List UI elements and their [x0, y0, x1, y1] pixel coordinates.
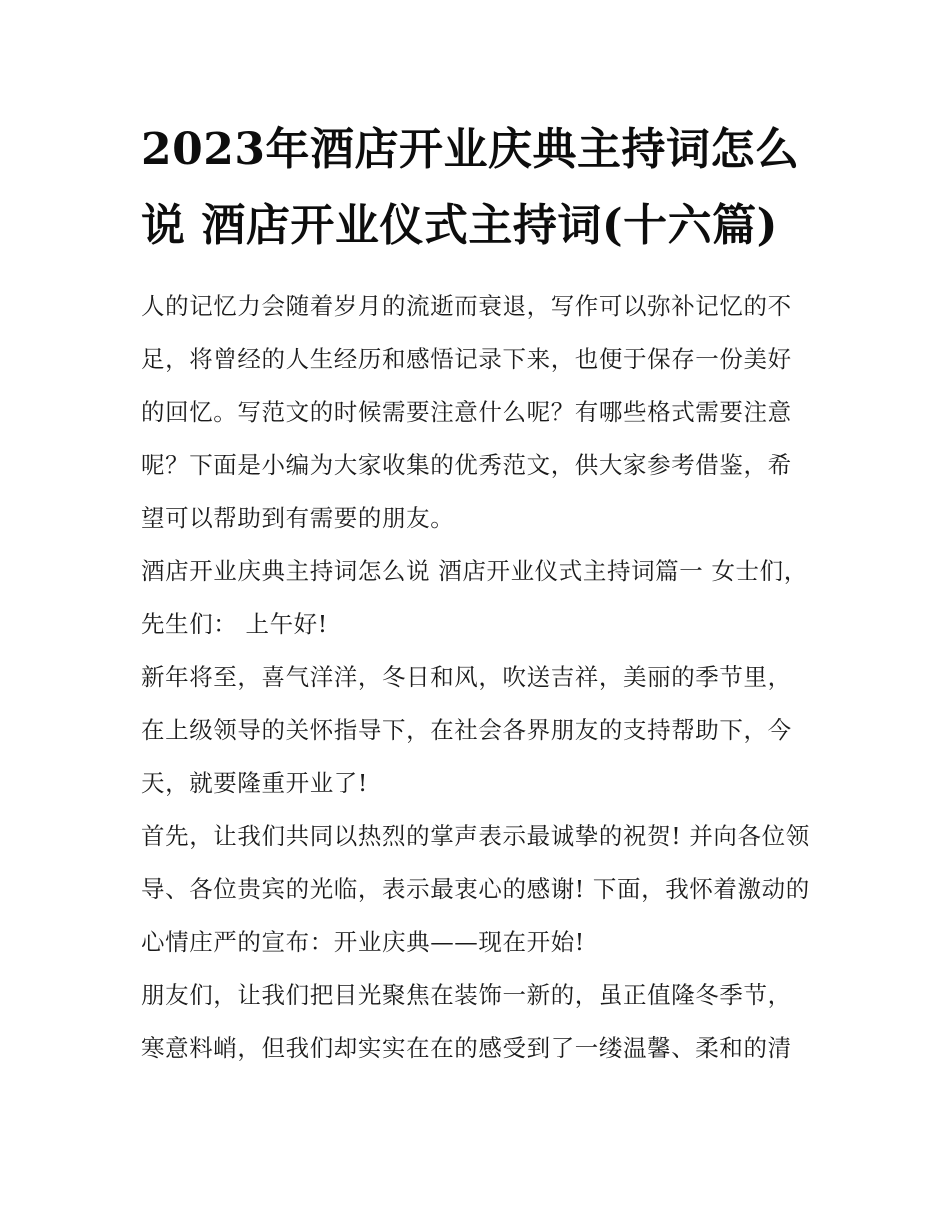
- paragraph-intro: 人的记忆力会随着岁月的流逝而衰退，写作可以弥补记忆的不足，将曾经的人生经历和感悟记录下来，也便于保存一份美好的回忆。写范文的时候需要注意什么呢？有哪些格式需要注意呢？下面是小编为大家收集的优秀范文，供大家参考借鉴，希望可以帮助到有需要的朋友。: [141, 292, 792, 532]
- paragraph-greeting: 酒店开业庆典主持词怎么说 酒店开业仪式主持词篇一 女士们，先生们： 上午好!: [141, 557, 808, 638]
- document-page: [141, 112, 813, 1075]
- document-title: 2023年酒店开业庆典主持词怎么说 酒店开业仪式主持词(十六篇): [141, 124, 800, 251]
- paragraph-friends: 朋友们，让我们把目光聚焦在装饰一新的，虽正值隆冬季节，寒意料峭，但我们却实实在在的感受到了一缕温馨、柔和的清: [141, 981, 792, 1062]
- paragraph-opening: 首先，让我们共同以热烈的掌声表示最诚挚的祝贺! 并向各位领导、各位贵宾的光临，表示最衷心的感谢! 下面，我怀着激动的心情庄严的宣布：开业庆典——现在开始!: [141, 822, 810, 956]
- paragraph-new-year: 新年将至，喜气洋洋，冬日和风，吹送吉祥，美丽的季节里，在上级领导的关怀指导下，在社会各界朋友的支持帮助下，今天，就要隆重开业了!: [141, 663, 792, 797]
